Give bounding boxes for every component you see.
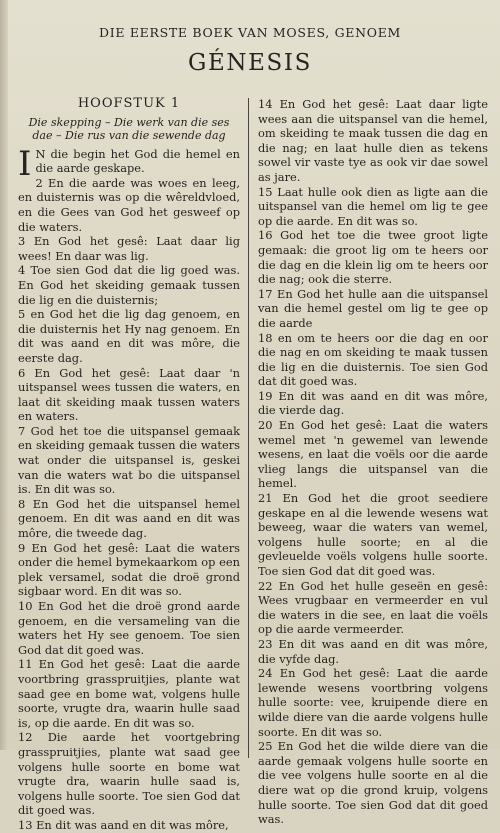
- verse: 24 En God het gesê: Laat die aarde lewende wesens voortbring volgens hulle soorte: vee, kruipende diere en wilde diere van die aarde volgens hulle soorte. En dit was so.: [258, 666, 488, 739]
- verse-text: N die begin het God die hemel en die aarde geskape.: [35, 146, 240, 176]
- right-column: [258, 97, 488, 827]
- verse: 6 En God het gesê: Laat daar 'n uitspansel wees tussen die waters, en laat dit skeiding maak tussen waters en waters.: [18, 365, 240, 424]
- verse: 10 En God het die droë grond aarde genoem, en die versameling van die waters het Hy see genoem. Toe sien God dat dit goed was.: [18, 599, 240, 657]
- verse: 18 en om te heers oor die dag en oor die nag en om skeiding te maak tussen die lig en die duisternis. Toe sien God dat dit goed was.: [258, 330, 488, 389]
- verse: 17 En God het hulle aan die uitspansel van die hemel gestel om lig te gee op die aarde: [258, 286, 488, 330]
- column-divider: [248, 98, 249, 758]
- verse: 11 En God het gesê: Laat die aarde voortbring grasspruitjies, plante wat saad gee en bome wat, volgens hulle soorte, vrugte dra, waarin hulle saad is, op die aarde. En dit was so.: [18, 657, 240, 730]
- verse: 14 En God het gesê: Laat daar ligte wees aan die uitspansel van die hemel, om skeiding te maak tussen die dag en die nag; en laat hulle dien as tekens sowel vir vaste tye as ook vir dae sowel as jare.: [258, 97, 488, 184]
- chapter-summary: Die skepping – Die werk van die ses dae – Die rus van die sewende dag: [28, 115, 230, 143]
- verse: 15 Laat hulle ook dien as ligte aan die uitspansel van die hemel om lig te gee op die aarde. En dit was so.: [258, 184, 488, 228]
- verse: 20 En God het gesê: Laat die waters wemel met 'n gewemel van lewende wesens, en laat die voëls oor die aarde vlieg langs die uitspansel van die hemel.: [258, 418, 488, 491]
- verse: 5 en God het die lig dag genoem, en die duisternis het Hy nag genoem. En dit was aand en dit was môre, die eerste dag.: [18, 307, 240, 365]
- verse: 3 En God het gesê: Laat daar lig wees! En daar was lig.: [18, 234, 240, 263]
- verse: 12 Die aarde het voortgebring grasspruitjies, plante wat saad gee volgens hulle soorte en bome wat vrugte dra, waarin hulle saad is, volgens hulle soorte. Toe sien God dat dit goed was.: [18, 730, 240, 818]
- verse: [18, 143, 240, 184]
- verse: 13 En dit was aand en dit was môre,: [18, 817, 229, 832]
- verse: 22 En God het hulle geseën en gesê: Wees vrugbaar en vermeerder en vul die waters in die see, en laat die voëls op die aarde vermeerder.: [258, 578, 488, 637]
- chapter-heading: HOOFSTUK 1: [77, 96, 181, 111]
- verse: 25 En God het die wilde diere van die aarde gemaak volgens hulle soorte en die vee volgens hulle soorte en al die diere wat op die grond kruip, volgens hulle soorte. Toe sien God dat dit goed was.: [258, 739, 488, 827]
- left-column: [18, 97, 240, 833]
- verse: 9 En God het gesê: Laat die waters onder die hemel bymekaarkom op een plek versamel, sodat die droë grond sigbaar word. En dit was so.: [18, 540, 240, 599]
- drop-cap: I: [18, 143, 32, 184]
- verse: 23 En dit was aand en dit was môre, die vyfde dag.: [258, 636, 488, 666]
- verse: 19 En dit was aand en dit was môre, die vierde dag.: [258, 388, 488, 418]
- verse: 8 En God het die uitspansel hemel genoem. En dit was aand en dit was môre, die tweede dag.: [18, 496, 240, 541]
- running-title: DIE EERSTE BOEK VAN MOSES, GENOEM: [98, 25, 402, 40]
- book-title: GÉNESIS: [188, 50, 312, 76]
- verse: 16 God het toe die twee groot ligte gemaak: die groot lig om te heers oor die dag en die klein lig om te heers oor die nag; ook die sterre.: [258, 228, 488, 287]
- page-edge: [0, 0, 8, 750]
- verse: 4 Toe sien God dat die lig goed was. En God het skeiding gemaak tussen die lig en die duisternis;: [18, 263, 240, 307]
- verse: 7 God het toe die uitspansel gemaak en skeiding gemaak tussen die waters wat onder die uitspansel is, geskei van die waters wat bo die uitspansel is. En dit was so.: [18, 423, 240, 497]
- verse: 21 En God het die groot seediere geskape en al die lewende wesens wat beweeg, waar die waters van wemel, volgens hulle soorte; en al die gevleuelde voëls volgens hulle soorte. Toe sien God dat dit goed was.: [258, 491, 488, 578]
- verse: 2 En die aarde was woes en leeg, en duisternis was op die wêreldvloed, en die Gees van God het gesweef op die waters.: [18, 175, 240, 234]
